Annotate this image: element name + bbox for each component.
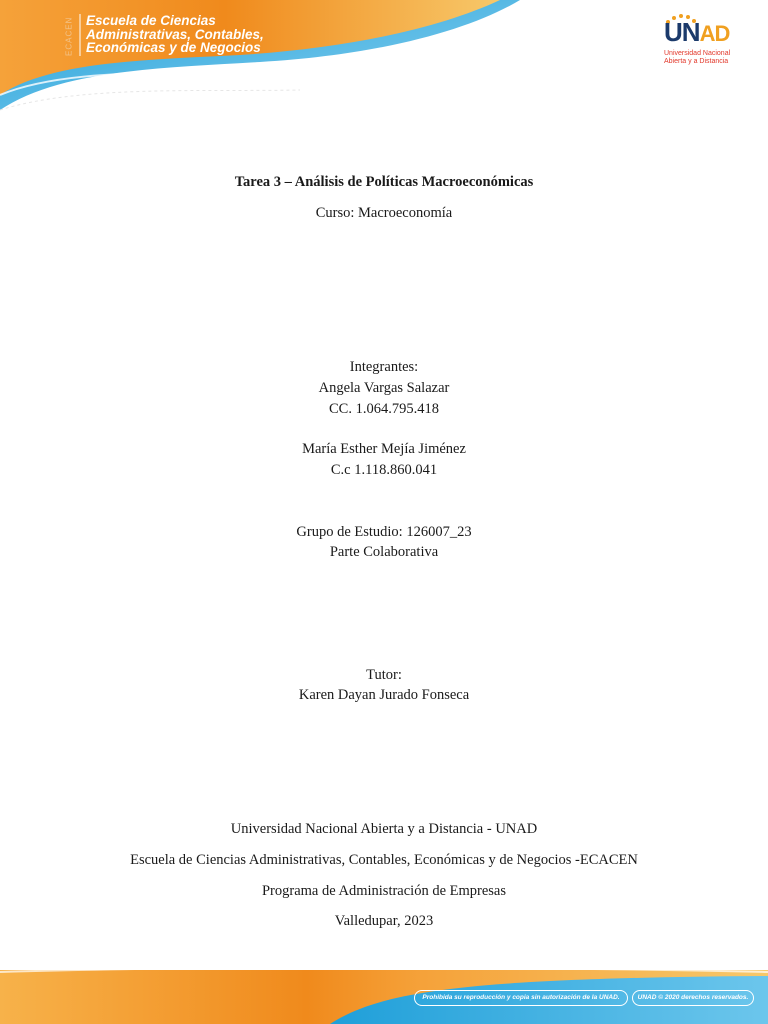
school-full-name: Escuela de Ciencias Administrativas, Contables, Económicas y de Negocios -ECACEN	[130, 852, 638, 868]
document-title: Tarea 3 – Análisis de Políticas Macroeconómicas	[234, 174, 534, 190]
school-line-2: Administrativas, Contables,	[86, 26, 264, 42]
collaborative-part: Parte Colaborativa	[329, 544, 439, 560]
program-name: Programa de Administración de Empresas	[261, 883, 507, 899]
unad-logo	[658, 12, 748, 70]
university-name: Universidad Nacional Abierta y a Distancia - UNAD	[230, 821, 538, 837]
ecacen-vertical-label: ECACEN	[64, 16, 74, 56]
member-1-id: CC. 1.064.795.418	[329, 401, 439, 417]
member-2-name: María Esther Mejía Jiménez	[302, 441, 466, 457]
logo-subtitle	[664, 50, 750, 66]
logo-wordmark-accent: AD	[699, 21, 730, 46]
page-footer	[0, 962, 768, 1024]
logo-sub-line-1: Universidad Nacional	[664, 50, 731, 57]
logo-wordmark	[664, 18, 729, 48]
school-name-banner	[86, 14, 306, 55]
logo-wordmark-main: UN	[664, 17, 700, 47]
page-header	[0, 0, 768, 120]
study-group: Grupo de Estudio: 126007_23	[296, 524, 472, 540]
logo-sub-line-2: Abierta y a Distancia	[664, 58, 729, 65]
member-2-id: C.c 1.118.860.041	[330, 462, 438, 478]
copyright-notice: UNAD © 2020 derechos reservados.	[632, 990, 754, 1006]
tutor-name: Karen Dayan Jurado Fonseca	[298, 687, 470, 703]
course-name: Curso: Macroeconomía	[315, 205, 453, 221]
tutor-label: Tutor:	[366, 667, 402, 683]
school-line-3: Económicas y de Negocios	[86, 40, 261, 55]
reproduction-notice: Prohibida su reproducción y copia sin autorización de la UNAD.	[414, 990, 628, 1006]
school-line-1: Escuela de Ciencias	[86, 13, 216, 28]
place-year: Valledupar, 2023	[334, 913, 434, 929]
members-label: Integrantes:	[349, 359, 419, 375]
member-1-name: Angela Vargas Salazar	[318, 380, 450, 396]
